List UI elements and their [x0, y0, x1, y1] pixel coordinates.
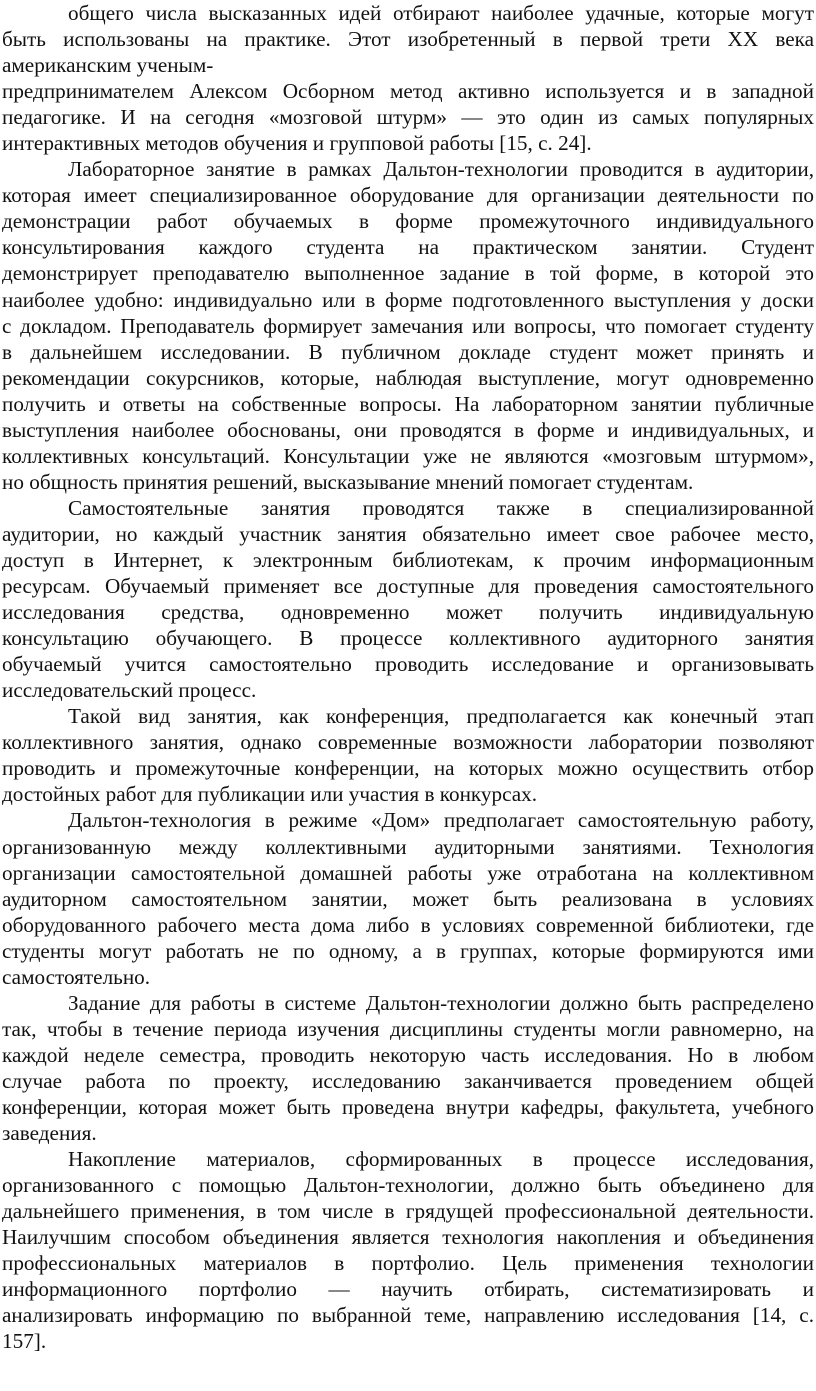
text-line: исследовательский процесс.	[2, 678, 257, 703]
paragraph	[2, 0, 814, 156]
text-line: выступления наиболее обоснованы, они проводятся в форме и индивидуальных, и	[2, 417, 814, 442]
text-line: аудиторном самостоятельном занятии, может быть реализована в условиях	[2, 886, 814, 911]
text-line: аудитории, но каждый участник занятия обязательно имеет свое рабочее место,	[2, 521, 814, 546]
text-line: коллективного занятия, однако современные возможности лаборатории позволяют	[2, 730, 814, 755]
text-line: обучаемый учится самостоятельно проводить исследование и организовывать	[2, 652, 814, 677]
text-line: заведения.	[2, 1121, 97, 1146]
text-line: проводить и промежуточные конференции, на которых можно осуществить отбор	[2, 756, 814, 781]
text-line: наиболее удобно: индивидуально или в форме подготовленного выступления у доски	[2, 287, 814, 312]
paragraph	[2, 990, 814, 1146]
text-line: достойных работ для публикации или участия в конкурсах.	[2, 782, 538, 807]
paragraph	[2, 156, 814, 495]
text-line: так, чтобы в течение периода изучения дисциплины студенты могли равномерно, на	[2, 1016, 814, 1041]
text-line: получить и ответы на собственные вопросы. На лабораторном занятии публичные	[2, 391, 814, 416]
text-line: случае работа по проекту, исследованию заканчивается проведением общей	[2, 1068, 814, 1093]
text-line: демонстрирует преподавателю выполненное задание в той форме, в которой это	[2, 261, 814, 286]
text-line: оборудованного рабочего места дома либо в условиях современной библиотеки, где	[2, 912, 814, 937]
text-line: Такой вид занятия, как конференция, предполагается как конечный этап	[68, 704, 814, 729]
text-line: дальнейшего применения, в том числе в грядущей профессиональной деятельности.	[2, 1199, 814, 1224]
text-line: каждой неделе семестра, проводить некоторую часть исследования. Но в любом	[2, 1042, 814, 1067]
text-line: информационного портфолио — научить отбирать, систематизировать и	[2, 1277, 814, 1302]
text-line: организованную между коллективными аудиторными занятиями. Технология	[2, 834, 814, 859]
paragraph	[2, 495, 814, 703]
text-line: которая имеет специализированное оборудование для организации деятельности по	[2, 183, 814, 208]
text-line: предпринимателем Алексом Осборном метод активно используется и в западной	[2, 79, 814, 104]
paragraph	[2, 1146, 814, 1354]
text-line: но общность принятия решений, высказывание мнений помогает студентам.	[2, 469, 694, 494]
text-line: Самостоятельные занятия проводятся также в специализированной	[68, 495, 814, 520]
text-line: исследования средства, одновременно может получить индивидуальную	[2, 600, 814, 625]
text-line: самостоятельно.	[2, 964, 151, 989]
text-line: рекомендации сокурсников, которые, наблюдая выступление, могут одновременно	[2, 365, 814, 390]
text-line: Лабораторное занятие в рамках Дальтон-технологии проводится в аудитории,	[68, 157, 814, 182]
text-line: педагогике. И на сегодня «мозговой штурм» — это один из самых популярных	[2, 105, 814, 130]
text-line: Наилучшим способом объединения является технология накопления и объединения	[2, 1225, 814, 1250]
text-line: Дальтон-технология в режиме «Дом» предполагает самостоятельную работу,	[68, 808, 814, 833]
paragraph	[2, 703, 814, 807]
text-line: ресурсам. Обучаемый применяет все доступные для проведения самостоятельного	[2, 574, 814, 599]
text-line: общего числа высказанных идей отбирают наиболее удачные, которые могут	[68, 1, 814, 25]
text-line: консультацию обучающего. В процессе коллективного аудиторного занятия	[2, 626, 814, 651]
text-line: Задание для работы в системе Дальтон-технологии должно быть распределено	[68, 990, 814, 1015]
text-line: конференции, которая может быть проведена внутри кафедры, факультета, учебного	[2, 1094, 814, 1119]
text-line: американским ученым-	[2, 53, 214, 78]
text-line: коллективных консультаций. Консультации уже не являются «мозговым штурмом»,	[2, 443, 814, 468]
text-line: анализировать информацию по выбранной теме, направлению исследования [14, с.	[2, 1303, 814, 1328]
text-line: студенты могут работать не по одному, а в группах, которые формируются ими	[2, 938, 814, 963]
text-line: организованного с помощью Дальтон-технологии, должно быть объединено для	[2, 1173, 814, 1198]
paragraph	[2, 807, 814, 989]
text-line: в дальнейшем исследовании. В публичном докладе студент может принять и	[2, 339, 814, 364]
text-line: быть использованы на практике. Этот изобретенный в первой трети XX века	[2, 27, 814, 52]
text-line: интерактивных методов обучения и групповой работы [15, с. 24].	[2, 131, 592, 156]
text-line: доступ в Интернет, к электронным библиотекам, к прочим информационным	[2, 547, 814, 572]
text-line: 157].	[2, 1329, 47, 1354]
text-line: консультирования каждого студента на практическом занятии. Студент	[2, 235, 814, 260]
text-line: демонстрации работ обучаемых в форме промежуточного индивидуального	[2, 209, 814, 234]
text-line: профессиональных материалов в портфолио. Цель применения технологии	[2, 1251, 814, 1276]
text-line: Накопление материалов, сформированных в процессе исследования,	[68, 1147, 814, 1172]
text-line: с докладом. Преподаватель формирует замечания или вопросы, что помогает студенту	[2, 313, 814, 338]
text-line: организации самостоятельной домашней работы уже отработана на коллективном	[2, 860, 814, 885]
